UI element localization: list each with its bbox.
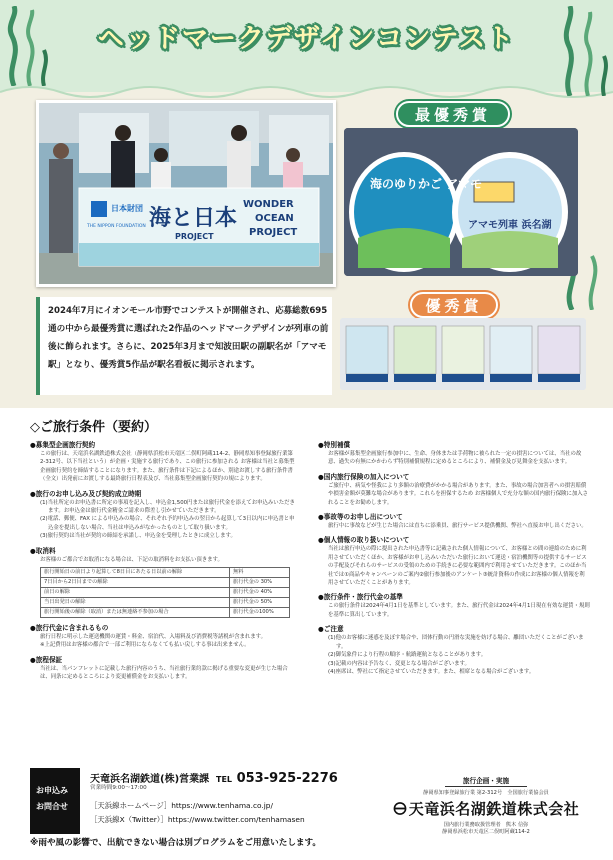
section-text: ご旅行中、病気や怪我により多額の治療費がかかる場合があります。また、事故の場合加害者への損害賠償や損害金額が莫難な場合があります。これらを担保するため お客様個人で充分な額の国内旅行保険に加入されることをお勧めします。 [328, 482, 589, 506]
table-row [41, 568, 290, 578]
weather-note: ※雨や風の影響で、出航できない場合は別プログラムをご用意いたします。 [30, 838, 322, 848]
section-text: この旅行は、天竜浜名湖鉄道株式会社（静岡県浜松市天竜区二俣町阿蔵114-2、静岡県知事登録旅行業第2-312号、以下当社という）が企画・実施する旅行であり、この旅行に参加される お客様は当社と募集型企画旅行契約を締結することになります。また、旅行条件は下記によるほか、別途お渡しする旅行条件書（全文）出発前にお渡しする最終旅行日程表及び、当社募集型企画旅行契約の規によります。 [40, 451, 295, 483]
page-title: ヘッドマークデザインコンテスト [97, 24, 516, 54]
section-heading: ●旅程保証 [30, 655, 63, 664]
organizer-address: 静岡県浜松市天竜区二俣町阿蔵114-2 [442, 829, 530, 835]
section-text: この旅行条件は2024年4月1日を基準としています。また、旅行代金は2024年4月1日現在有効な運賃・規則を基準に算出しています。 [328, 603, 590, 618]
list-item: (1)他のお客様に迷惑を及ぼす場合や、団体行動の円滑な実施を妨げる場合、離団いただくことがございます。 [328, 635, 584, 650]
table-cell: 旅行代金の 30% [230, 578, 290, 588]
best-designs-illustration [344, 128, 578, 276]
organizer-name [382, 798, 590, 819]
list-item: (2)御気象件により行程の順序・航路運航となることがあります。 [328, 652, 487, 659]
table-cell: 7日目から2日目までの解除 [41, 578, 230, 588]
description-accent-bar [36, 297, 40, 395]
list-item: (1)当社所定のお申込書に所定の事項を記入し、申込金1,500円または旅行代金を添えてお申込みいただきます。お申込金は旅行代金精金ご請求の際差し引かせていただきます。 [40, 499, 295, 515]
nippon-foundation-text: 日本財団 [111, 204, 143, 213]
organizer-info [382, 768, 590, 834]
wonder-ocean-text: OCEAN [255, 213, 294, 224]
table-cell: 旅行代金の100% [230, 608, 290, 618]
footer [30, 768, 590, 834]
project-main-text: 海と日本 [149, 205, 238, 231]
section-heading: ●国内旅行保険の加入について [318, 472, 410, 481]
section-text: 旅行中に事故などが生じた場合には直ちに添乗員、旅行サービス提供機関、弊社へ直接お申し出ください。 [328, 523, 587, 530]
table-cell: 旅行代金の 50% [230, 598, 290, 608]
section-text: 当社は、当パンフレットに記載した旅行内容のうち、当社旅行業約款に掲げる重要な変更が生じた場合は、同条に定めるところにより変更補償金をお支払いします。 [40, 665, 288, 681]
section-heading: ●ご注意 [318, 625, 344, 634]
organizer-label: 旅行企画・実施 [445, 775, 527, 787]
list-item: (2)電話、郵便、FAX による申込みの場合、それぞれ予約申込みの翌日から起算して3日以内に申込書と申込金を提出しない場合、当社は申込みがなかったものとして取り扱います。 [40, 516, 295, 531]
best-design-2-text: アマモ列車 浜名湖 [468, 220, 552, 231]
event-photo-illustration [39, 103, 333, 284]
table-cell: 無料 [230, 568, 290, 578]
railway-logo-icon [393, 802, 407, 815]
list-item: (3)記載の内容は予告なく、変更となる場合がございます。 [328, 660, 470, 667]
table-row [41, 608, 290, 618]
table-cell: 旅行開始日の前日より起算して8日目にあたる日以前の解除 [41, 568, 230, 578]
description-text: 2024年7月にイオンモール市野でコンテストが開催され、応募総数695通の中から最優秀賞に選ばれた2作品のヘッドマークデザインが列車の前後に飾られます。さらに、2025年3月まで知波田駅の副駅名が「アマモ駅」となり、優秀賞5作品が駅名看板に掲示されます。 [48, 306, 329, 370]
section-text: お客様のご都合でお取消になる場合は、下記の取消料をお支払い頂きます。 [40, 556, 223, 563]
section-text: 当社は旅行申込の際に提出された申込書等に記載された個人情報について、お客様との間の連絡のために利用させていただくほか、お客様がお申し込みいただいた旅行において運送・宿泊機関等の提供するサービスの手配及びそれらのサービスの受領のための手続きに必要な範囲内で利用させていただきます。このほか当社では①商品やキャンペーンのご案内②旅行参加後のアンケート③統計資料の作成にお客様の個人情報を利用させていただくことがあります。 [328, 546, 587, 587]
organizer-name-text: 天竜浜名湖鉄道株式会社 [408, 800, 580, 818]
table-row [41, 598, 290, 608]
table-cell: 前日の解除 [41, 588, 230, 598]
conditions-right-column [318, 440, 590, 676]
business-hours: 営業時間9:00〜17:00 [90, 785, 147, 791]
best-award-designs [344, 128, 578, 276]
section-text: お客様が募集型企画旅行参加中に、生命、身体または手荷物に被られた一定の損害については、当社の故意、過失の有無にかかわらず特別補償規程に定めるところにより、補償金及び見舞金を支払います。 [328, 451, 582, 466]
project-sub-text: PROJECT [175, 232, 214, 241]
contest-description [36, 297, 332, 395]
table-cell: 旅行開始後の解除（取消）または無連絡不参加の場合 [41, 608, 230, 618]
list-item: (4)座席は、弊社にて指定させていただきます。また、相席となる場合がございます。 [328, 668, 535, 675]
hero-section [0, 0, 613, 408]
list-item: (3)旅行契約は当社が契約の締結を承諾し、申込金を受理したときに成立します。 [40, 533, 236, 540]
section-note: ※上記費用はお客様の都合で一部ご利用にならなくても払い戻しする事は出来ません。 [40, 642, 250, 649]
best-award-badge: 最優秀賞 [396, 101, 510, 127]
organizer-registration: 静岡県知事登録旅行業 第2-312号 全国旅行業協会員 [423, 790, 549, 796]
section-heading: ●旅行代金に含まれるもの [30, 624, 109, 633]
section-heading: ●特別補償 [318, 441, 351, 449]
best-design-1-text: 海のゆりかご アマモ [370, 177, 483, 191]
company-name: 天竜浜名湖鉄道(株)営業課 [90, 774, 210, 785]
conditions-title: ◇ご旅行条件（要約） [30, 420, 157, 435]
section-heading: ●事故等のお申し出について [318, 513, 403, 522]
conditions-left-column [30, 440, 298, 682]
apply-label: お申込み お問合せ [30, 768, 80, 834]
homepage-link[interactable]: ［天浜線ホームページ］https://www.tenhama.co.jp/ [90, 801, 273, 810]
tel-prefix: TEL [216, 775, 233, 784]
good-award-designs [340, 318, 586, 390]
section-heading: ●取消料 [30, 546, 56, 555]
section-text: 旅行日程に明示した運送機関の運賃・料金、宿泊代、入場料及び消費税等諸税が含まれます。 [40, 634, 266, 641]
section-heading: ●募集型企画旅行契約 [30, 441, 96, 449]
table-row [41, 578, 290, 588]
good-designs-illustration [340, 318, 586, 390]
cancellation-fee-table [40, 567, 290, 618]
table-cell: 当日出発日の解除 [41, 598, 230, 608]
table-row [41, 588, 290, 598]
organizer-manager: 国内旅行業務取扱管理者 熊木 信弥 [443, 822, 529, 828]
contact-info [86, 768, 376, 834]
wonder-text: WONDER [243, 199, 294, 210]
section-heading: ●個人情報の取り扱いについて [318, 536, 410, 545]
wonder-project-text: PROJECT [249, 227, 298, 238]
tel-number: 053-925-2276 [236, 771, 338, 786]
event-photo [36, 100, 336, 287]
phone-number[interactable] [216, 771, 338, 786]
section-heading: ●旅行条件・旅行代金の基準 [318, 593, 403, 602]
nippon-foundation-en: THE NIPPON FOUNDATION [87, 224, 146, 229]
twitter-link[interactable]: ［天浜線X（Twitter）］https://www.twitter.com/tenhamasen [90, 815, 305, 824]
section-heading: ●旅行のお申し込み及び契約成立時期 [30, 489, 142, 498]
table-cell: 旅行代金の 40% [230, 588, 290, 598]
good-award-badge: 優秀賞 [410, 292, 498, 318]
